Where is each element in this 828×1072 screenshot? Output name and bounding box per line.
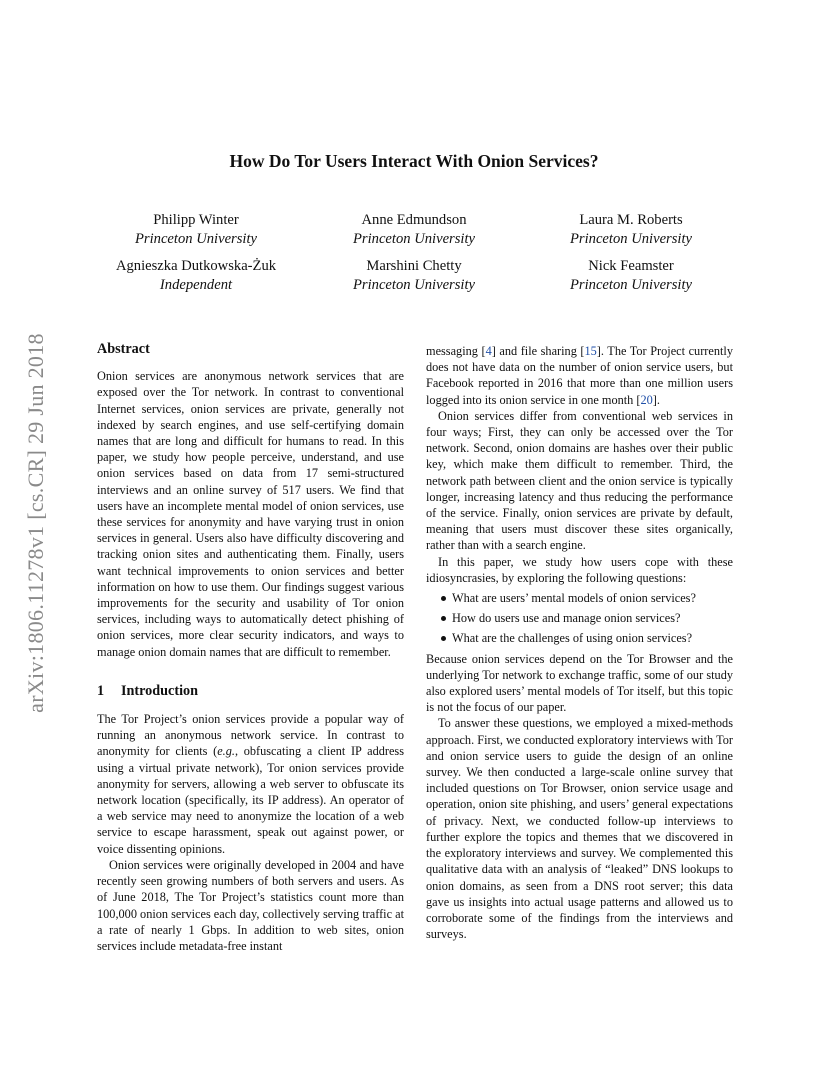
author-name: Anne Edmundson — [361, 212, 467, 228]
author-affiliation: Princeton University — [570, 277, 692, 293]
section-number: 1 — [97, 682, 105, 699]
intro-paragraph-4: In this paper, we study how users cope with these idiosyncrasies, by exploring the following questions: — [426, 554, 733, 585]
author-block — [309, 257, 519, 295]
author-block — [526, 211, 736, 249]
right-column — [426, 343, 733, 942]
author-name: Laura M. Roberts — [579, 212, 683, 228]
author-name: Nick Feamster — [588, 258, 674, 274]
author-affiliation: Independent — [159, 277, 233, 293]
intro-paragraph-6: To answer these questions, we employed a mixed-methods approach. First, we conducted exploratory interviews with Tor and onion service users to guide the design of an online survey. We then conducted a large-scale online survey that included questions on Tor Browser, onion service usage and operation, onion site phishing, and users’ general expectations of privacy. Next, we conducted follow-up interviews to further explore the topics and themes that we discovered in the exploratory interviews and survey. We complemented this qualitative data with an analysis of “leaked” DNS lookups to onion domains, as seen from a DNS root server; this data gave us insights into actual usage patterns and allowed us to corroborate some of the findings from the interviews and surveys. — [426, 716, 733, 942]
author-affiliation: Princeton University — [353, 231, 475, 247]
abstract-heading: Abstract — [97, 341, 150, 357]
author-name: Marshini Chetty — [366, 258, 462, 274]
author-block — [91, 211, 301, 249]
arxiv-sidebar-stamp — [24, 290, 48, 755]
paper-title: How Do Tor Users Interact With Onion Services? — [229, 151, 599, 171]
research-questions-list — [426, 590, 733, 647]
author-block — [526, 257, 736, 295]
citation-link[interactable]: 15 — [584, 344, 597, 358]
author-block — [91, 257, 301, 295]
intro-paragraph-2-continued: messaging [4] and file sharing [15]. The Tor Project currently does not have data on the number of onion service users, but Facebook reported in 2016 that more than one million users logged into its onion service in one month [20]. — [426, 344, 733, 407]
citation-link[interactable]: 20 — [640, 392, 653, 407]
intro-paragraph-5: Because onion services depend on the Tor Browser and the underlying Tor network to exchange traffic, some of our study also explored users’ mental models of Tor itself, but this topic is not the focus of our paper. — [426, 651, 733, 715]
intro-paragraph-2: Onion services were originally developed in 2004 and have recently seen growing numbers of both servers and users. As of June 2018, The Tor Project’s statistics count more than 100,000 onion services each day, collectively serving traffic at a rate of nearly 1 Gbps. In addition to web sites, onion services include metadata-free instant — [97, 857, 404, 953]
list-item: What are users’ mental models of onion services? — [426, 590, 733, 606]
author-block — [309, 211, 519, 249]
author-affiliation: Princeton University — [570, 231, 692, 247]
section-title-text: Introduction — [121, 682, 198, 699]
author-affiliation: Princeton University — [135, 231, 257, 247]
list-item: How do users use and manage onion services? — [426, 610, 733, 626]
author-name: Agnieszka Dutkowska-Żuk — [115, 258, 277, 274]
left-column — [97, 341, 404, 954]
abstract-text: Onion services are anonymous network services that are exposed over the Tor network. In contrast to conventional Internet services, onion services are private, generally not indexed by search engines, and use self-certifying domain names that are long and difficult for humans to read. In this paper, we study how people perceive, understand, and use onion services based on data from 17 semi-structured interviews and an online survey of 517 users. We find that users have an incomplete mental model of onion services, use these services for anonymity and have varying trust in onion services in general. Users also have difficulty discovering and tracking onion sites and authenticating them. Finally, users want technical improvements to onion services and better information on how to use them. Our findings suggest various improvements for the security and usability of Tor onion services, including ways to automatically detect phishing of onion services, more clear security indicators, and ways to manage onion domain names that are difficult to remember. — [97, 369, 404, 659]
author-name: Philipp Winter — [153, 212, 239, 228]
intro-paragraph-3: Onion services differ from conventional web services in four ways; First, they can only be accessed over the Tor network. Second, onion domains are hashes over their public key, which make them difficult to remember. Third, the network path between client and the onion service is typically longer, increasing latency and thus reducing the performance of the service. Finally, onion services are private by default, meaning that users must discover these sites organically, rather than with a search engine. — [426, 408, 733, 553]
list-item: What are the challenges of using onion services? — [426, 630, 733, 646]
section-heading-introduction — [97, 683, 404, 699]
author-affiliation: Princeton University — [353, 277, 475, 293]
arxiv-identifier: arXiv:1806.11278v1 [cs.CR] 29 Jun 2018 — [23, 332, 48, 713]
citation-link[interactable]: 4 — [485, 344, 492, 358]
eg-italic: e.g. — [217, 744, 235, 759]
intro-paragraph-1: The Tor Project’s onion services provide a popular way of running an anonymous network service. In contrast to anonymity for clients (e.g., obfuscating a client IP address using a virtual private network), Tor onion services provide anonymity for servers, allowing a web server to obfuscate its network location (specifically, its IP address). An operator of a web service may need to anonymize the location of a web service to escape harassment, speak out against power, or voice dissenting opinions. — [97, 712, 404, 856]
